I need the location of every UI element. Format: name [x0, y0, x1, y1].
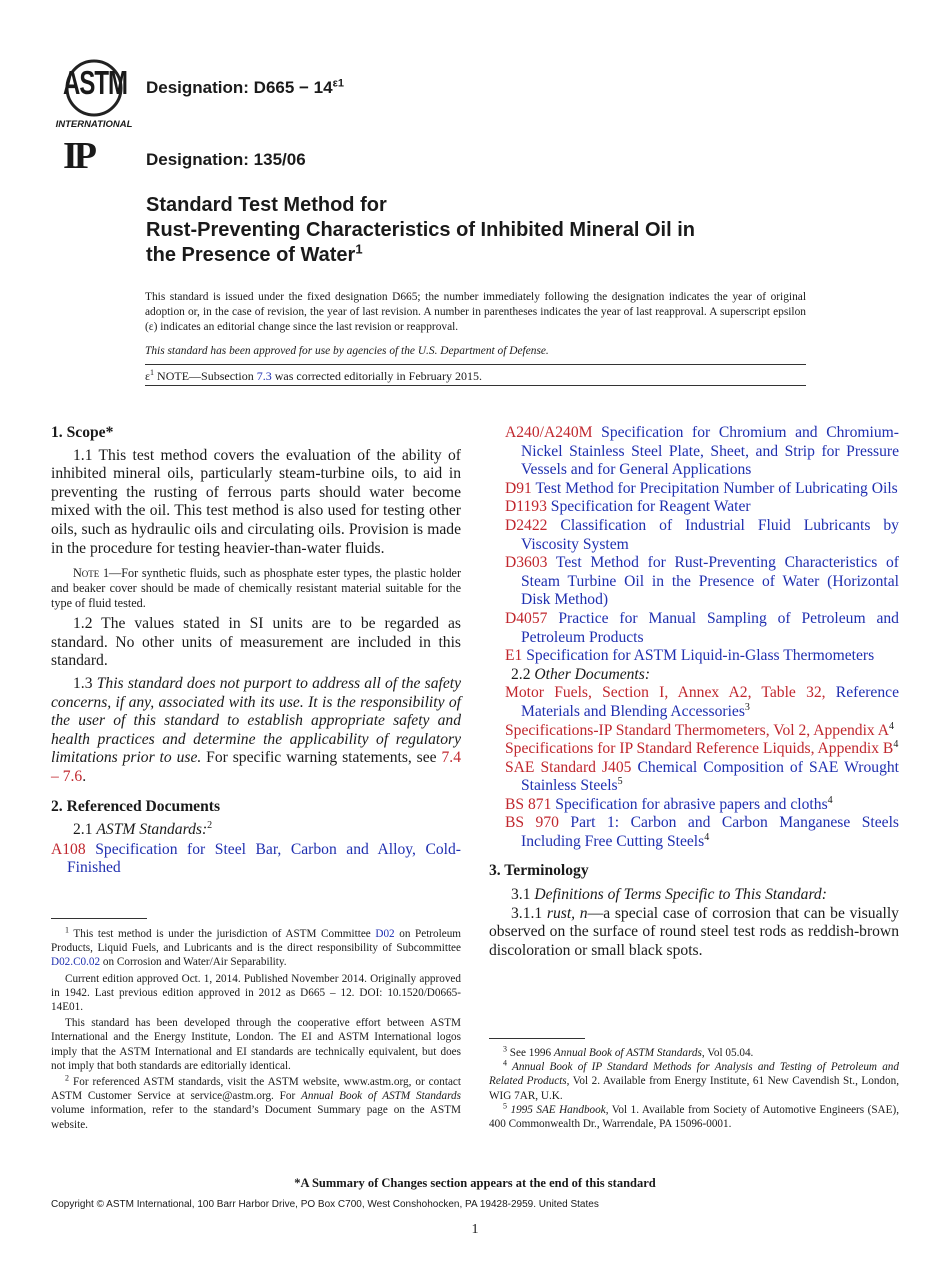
ref-code: D2422: [505, 516, 548, 534]
intro-rule-bottom: [145, 385, 806, 386]
other-docs-list: [489, 684, 899, 851]
ref-code: D3603: [505, 554, 548, 572]
footnote-1-cooperation: This standard has been developed through the cooperative effort between ASTM International and the Energy Institute, London. The EI and ASTM International logos imply that the ASTM International and EI standards are technically equivalent, but does not imply that both standards are editorially identical.: [51, 1017, 461, 1072]
ref-item[interactable]: [505, 480, 899, 499]
designation: Designation: $D665 - 14^{\varepsilon 1}$: [146, 77, 344, 97]
astm-logo: [53, 52, 135, 132]
summary-of-changes-note: *A Summary of Changes section appears at the end of this standard: [294, 1176, 656, 1190]
footnote-4: $^4$ Annual Book of IP Standard Methods for Analysis and Testing of Petroleum and Related Products, Vol 2. Available from Energy Institute, 61 New Cavendish St., London, WIG 7AR, U.K.: [489, 1058, 899, 1102]
issuance-statement: This standard is issued under the fixed designation D665; the number immediately following the designation indicates the year of original adoption or, in the case of revision, the year of last revision. A number in parentheses indicates the year of last reapproval. A superscript epsilon (ε) indicates an editorial change since the last revision or reapproval.: [145, 291, 806, 333]
footnote-rule-left: [51, 918, 147, 919]
dod-statement: This standard has been approved for use by agencies of the U.S. Department of Defense.: [145, 345, 549, 357]
other-doc-code: BS 871: [505, 795, 552, 813]
other-doc-footnote: 3: [744, 701, 750, 713]
ref-code: A240/A240M: [505, 424, 593, 441]
other-doc-code: BS 970: [505, 814, 559, 832]
ref-item[interactable]: [505, 517, 899, 554]
footnote-2: $^2$ For referenced ASTM standards, visit the ASTM website, www.astm.org, or contact ASTM Customer Service at service@astm.org. For Annual Book of ASTM Standards volume information, refer to the standard’s Document Summary page on the ASTM website.: [51, 1073, 461, 1131]
ip-logo: IP: [63, 135, 93, 177]
note-link-7-3[interactable]: 7.3: [256, 369, 272, 383]
other-doc-item[interactable]: [505, 814, 899, 851]
other-doc-title: Part 1: Carbon and Carbon Manganese Steels Including Free Cutting Steels: [521, 814, 899, 851]
other-doc-footnote: 5: [617, 776, 623, 788]
astm-logo-wordmark: ASTM: [63, 64, 127, 103]
astm-ref-list: [489, 424, 899, 666]
other-doc-footnote: 4: [893, 738, 899, 750]
footnote-1-edition: Current edition approved Oct. 1, 2014. Published November 2014. Originally approved in 1942. Last previous edition approved in 2012 as D665 – 12. DOI: 10.1520/D0665-14E01.: [51, 972, 461, 1014]
other-doc-code: SAE Standard J405: [505, 758, 632, 776]
other-doc-code: Motor Fuels, Section I, Annex A2, Table 32,: [505, 684, 826, 702]
para-1-1: 1.1 This test method covers the evaluation of the ability of inhibited mineral oils, particularly steam-turbine oils, to aid in preventing the rusting of ferrous parts should water become mixed with the oil. This test method is also used for testing other oils, such as hydraulic oils and circulating oils. Provision is made in the procedure for testing heavier-than-water fluids.: [51, 446, 461, 557]
other-doc-item[interactable]: [505, 796, 899, 815]
para-2-1: 2.1 ASTM Standards:$^2$: [73, 819, 213, 839]
other-doc-title: Specification for abrasive papers and cloths: [551, 795, 828, 813]
right-footnotes: [489, 1046, 899, 1131]
ref-title: Test Method for Rust-Preventing Characteristics of Steam Turbine Oil in the Presence of Water (Horizontal Disk Method): [521, 554, 899, 609]
ref-code: D4057: [505, 609, 548, 627]
ref-title: Specification for ASTM Liquid-in-Glass Thermometers: [526, 647, 875, 665]
warning-link[interactable]: 7.4 – 7.6: [51, 749, 461, 785]
copyright: Copyright © ASTM International, 100 Barr Harbor Drive, PO Box C700, West Conshohocken, PA 19428-2959. United States: [51, 1199, 599, 1210]
other-doc-item[interactable]: [505, 684, 899, 721]
referenced-docs-heading: 2. Referenced Documents: [51, 797, 221, 815]
footnote-5: $^5$ 1995 SAE Handbook, Vol 1. Available from Society of Automotive Engineers (SAE), 400 Commonwealth Dr., Warrendale, PA 15096-0001.: [489, 1101, 899, 1131]
committee-d02-link[interactable]: D02: [375, 928, 395, 940]
ref-code: D1193: [505, 498, 547, 516]
other-doc-code: Specifications for IP Standard Reference Liquids, Appendix B: [505, 740, 894, 758]
scope-heading: 1. Scope*: [51, 424, 114, 441]
editorial-note: $\varepsilon^1$ NOTE—Subsection 7.3 was corrected editorially in February 2015.: [145, 368, 482, 383]
ref-a108[interactable]: A108 Specification for Steel Bar, Carbon and Alloy, Cold-Finished: [51, 840, 461, 877]
left-column: [51, 424, 461, 878]
footnote-rule-right: [489, 1038, 585, 1039]
ref-code: E1: [505, 647, 523, 665]
right-column: [489, 424, 899, 961]
ref-title: Specification for Reagent Water: [550, 498, 751, 516]
other-doc-footnote: 4: [827, 794, 833, 806]
other-doc-footnote: 4: [889, 720, 895, 732]
ref-item[interactable]: [505, 424, 899, 480]
para-1-2: 1.2 The values stated in SI units are to be regarded as standard. No other units of measurement are included in this standard.: [51, 615, 461, 670]
ref-title: Specification for Chromium and Chromium-Nickel Stainless Steel Plate, Sheet, and Strip for Pressure Vessels and for General Applications: [521, 424, 899, 479]
ref-item[interactable]: [505, 498, 899, 517]
other-doc-item[interactable]: [505, 759, 899, 796]
ref-item[interactable]: [505, 554, 899, 610]
other-doc-title: Reference Materials and Blending Accessories: [521, 684, 899, 720]
note-1: Note 1—For synthetic fluids, such as phosphate ester types, the plastic holder and beaker cover should be made of chemically resistant material suitable for the type of fluid tested.: [51, 566, 462, 611]
ref-title: Practice for Manual Sampling of Petroleum and Petroleum Products: [521, 609, 899, 646]
para-3-1: 3.1 Definitions of Terms Specific to This Standard:: [511, 886, 827, 904]
footnote-1: $^1$ This test method is under the jurisdiction of ASTM Committee D02 on Petroleum Products, Liquid Fuels, and Lubricants and is the direct responsibility of Subcommittee D02.C0.02 on Corrosion and Water/Air Separability.: [51, 925, 461, 969]
ref-title: Test Method for Precipitation Number of Lubricating Oils: [535, 479, 898, 497]
page-number: 1: [471, 1222, 479, 1237]
other-doc-title: Chemical Composition of SAE Wrought Stainless Steels: [521, 758, 899, 795]
other-doc-footnote: 4: [704, 831, 710, 843]
left-footnotes: [51, 927, 461, 1132]
ip-designation: Designation: 135/06: [146, 150, 306, 169]
intro-rule-top: [145, 364, 806, 365]
page-title: Standard Test Method for Rust-Preventing Characteristics of Inhibited Mineral Oil in the Presence of Water$^1$: [146, 194, 695, 266]
terminology-heading: 3. Terminology: [489, 861, 589, 879]
para-3-1-1: 3.1.1 rust, n—a special case of corrosion that can be visually observed on the surface of round steel test rods as reddish-brown discoloration or small black spots.: [489, 904, 899, 960]
para-1-3: 1.3 This standard does not purport to address all of the safety concerns, if any, associated with its use. It is the responsibility of the user of this standard to establish appropriate safety and health practices and determine the applicability of regulatory limitations prior to use. For specific warning statements, see 7.4 – 7.6.: [51, 674, 462, 785]
ref-code: D91: [505, 479, 532, 497]
astm-logo-subtext: INTERNATIONAL: [55, 119, 133, 130]
other-doc-item[interactable]: [505, 740, 899, 759]
subcommittee-link[interactable]: D02.C0.02: [51, 956, 101, 969]
ref-title: Classification of Industrial Fluid Lubricants by Viscosity System: [521, 516, 899, 553]
ref-item[interactable]: [505, 610, 899, 647]
ref-item[interactable]: [505, 647, 899, 666]
other-doc-code: Specifications-IP Standard Thermometers, Vol 2, Appendix A: [505, 721, 890, 739]
footnote-3: $^3$ See 1996 Annual Book of ASTM Standards, Vol 05.04.: [503, 1044, 754, 1059]
para-2-2: 2.2 Other Documents:: [511, 665, 651, 683]
other-doc-item[interactable]: [505, 722, 899, 741]
